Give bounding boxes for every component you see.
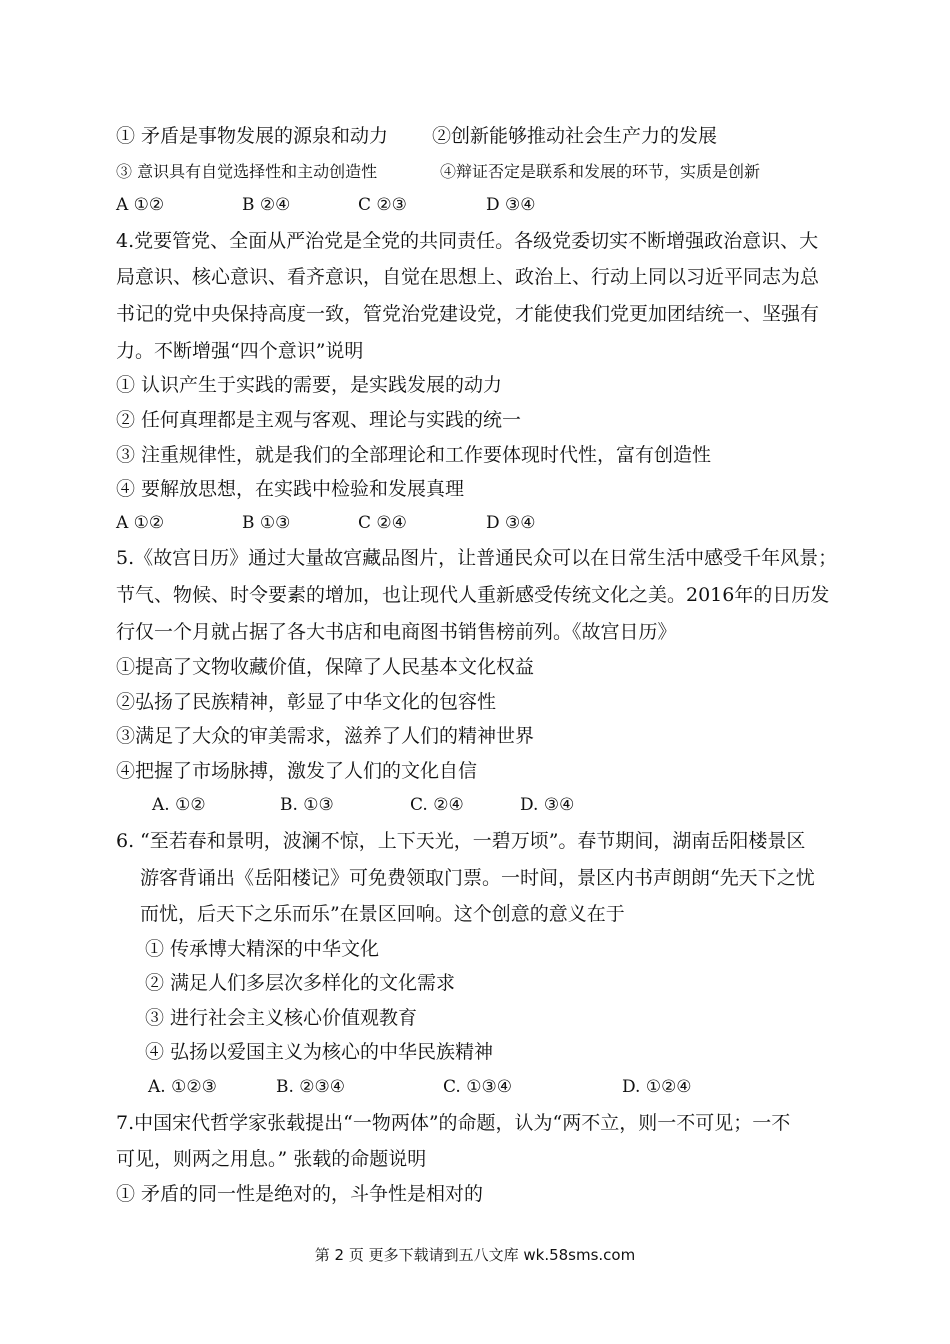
q4-stem-line-3: 书记的党中央保持高度一致，管党治党建设党，才能使我们党更加团结统一、坚强有 (116, 303, 820, 325)
q5-statement-2: ②弘扬了民族精神，彰显了中华文化的包容性 (116, 691, 497, 713)
q6-stem-line-3: 而忧，后天下之乐而乐”在景区回响。这个创意的意义在于 (140, 903, 625, 925)
q3-statement-4: ④辩证否定是联系和发展的环节，实质是创新 (440, 162, 761, 181)
page-footer: 第 2 页 更多下载请到五八文库 wk.58sms.com (314, 1246, 636, 1264)
q7-stem-line-1: 7.中国宋代哲学家张载提出“一物两体”的命题，认为“两不立，则一不可见；一不 (116, 1112, 791, 1134)
q3-option-b: B ②④ (242, 195, 291, 215)
q5-option-b: B. ①③ (280, 795, 334, 815)
q4-stem-line-2: 局意识、核心意识、看齐意识，自觉在思想上、政治上、行动上同以习近平同志为总 (116, 266, 820, 288)
q6-statement-2: ② 满足人们多层次多样化的文化需求 (145, 972, 456, 994)
q6-stem-line-1: “至若春和景明，波澜不惊，上下天光，一碧万顷”。春节期间，湖南岳阳楼景区 (140, 830, 806, 852)
q4-option-a: A ①② (116, 513, 165, 533)
q5-stem-line-2: 节气、物候、时令要素的增加，也让现代人重新感受传统文化之美。2016年的日历发 (116, 584, 830, 606)
q5-option-a: A. ①② (152, 795, 206, 815)
q4-stem-line-1: 4.党要管党、全面从严治党是全党的共同责任。各级党委切实不断增强政治意识、大 (116, 230, 819, 252)
q4-option-c: C ②④ (358, 513, 407, 533)
q4-option-d: D ③④ (486, 513, 536, 533)
q5-statement-4: ④把握了市场脉搏，激发了人们的文化自信 (116, 760, 478, 782)
q3-statement-1: ① 矛盾是事物发展的源泉和动力 (116, 125, 389, 147)
q6-option-b: B. ②③④ (276, 1077, 346, 1097)
q6-stem-line-2: 游客背诵出《岳阳楼记》可免费领取门票。一时间，景区内书声朗朗“先天下之忧 (140, 867, 815, 889)
q3-statement-3: ③ 意识具有自觉选择性和主动创造性 (116, 162, 378, 181)
q6-option-c: C. ①③④ (443, 1077, 512, 1097)
q6-option-a: A. ①②③ (148, 1077, 217, 1097)
q5-option-c: C. ②④ (410, 795, 464, 815)
q6-statement-4: ④ 弘扬以爱国主义为核心的中华民族精神 (145, 1041, 494, 1063)
q4-option-b: B ①③ (242, 513, 291, 533)
q6-statement-3: ③ 进行社会主义核心价值观教育 (145, 1007, 418, 1029)
q5-statement-1: ①提高了文物收藏价值，保障了人民基本文化权益 (116, 656, 535, 678)
q3-option-c: C ②③ (358, 195, 407, 215)
q4-stem-line-4: 力。不断增强“四个意识”说明 (116, 340, 364, 362)
q5-stem-line-1: 5.《故宫日历》通过大量故宫藏品图片，让普通民众可以在日常生活中感受千年风景； (116, 547, 838, 569)
q4-statement-4: ④ 要解放思想，在实践中检验和发展真理 (116, 478, 465, 500)
q4-statement-2: ② 任何真理都是主观与客观、理论与实践的统一 (116, 409, 522, 431)
q7-stem-line-2: 可见，则两之用息。” 张载的命题说明 (116, 1148, 427, 1170)
q5-option-d: D. ③④ (520, 795, 575, 815)
q3-statement-2: ②创新能够推动社会生产力的发展 (432, 125, 718, 147)
q5-stem-line-3: 行仅一个月就占据了各大书店和电商图书销售榜前列。《故宫日历》 (116, 621, 677, 643)
q3-option-d: D ③④ (486, 195, 536, 215)
q4-statement-1: ① 认识产生于实践的需要，是实践发展的动力 (116, 374, 503, 396)
q4-statement-3: ③ 注重规律性，就是我们的全部理论和工作要体现时代性，富有创造性 (116, 444, 712, 466)
q3-option-a: A ①② (116, 195, 165, 215)
q5-statement-3: ③满足了大众的审美需求，滋养了人们的精神世界 (116, 725, 535, 747)
q6-number: 6. (116, 830, 135, 852)
q7-statement-1: ① 矛盾的同一性是绝对的，斗争性是相对的 (116, 1183, 484, 1205)
q6-option-d: D. ①②④ (622, 1077, 692, 1097)
q6-statement-1: ① 传承博大精深的中华文化 (145, 938, 380, 960)
